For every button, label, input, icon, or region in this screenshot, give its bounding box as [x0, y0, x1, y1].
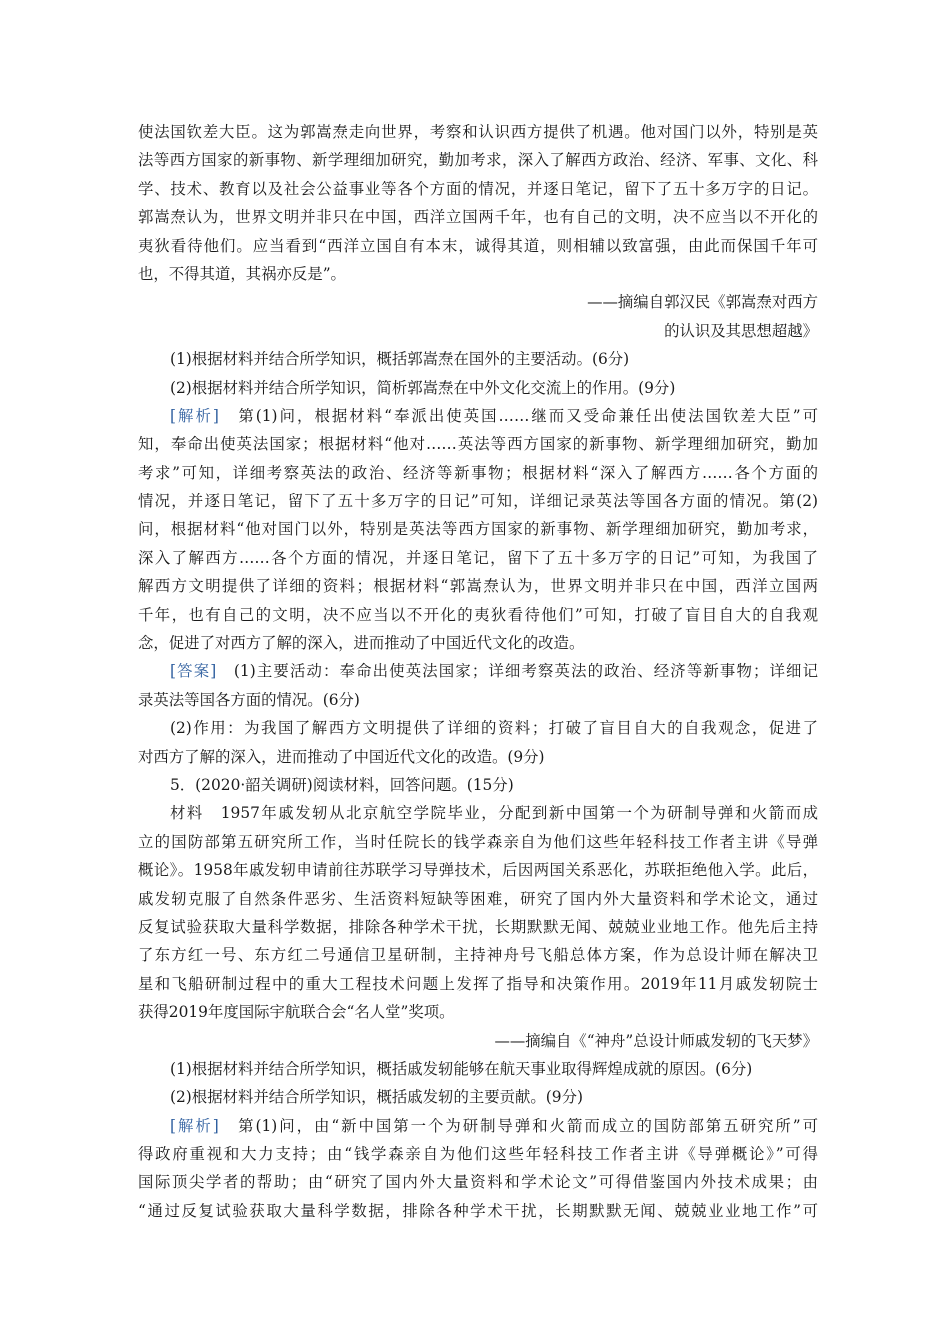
- question-4-sub-2: (2)根据材料并结合所学知识，简析郭嵩焘在中外文化交流上的作用。(9分): [170, 378, 676, 397]
- question-5-material-line: 立的国防部第五研究所工作，当时任院长的钱学森亲自为他们这些年轻科技工作者主讲《导弹: [138, 832, 818, 851]
- answer-4-line: 录英法等国各方面的情况。(6分): [138, 690, 360, 709]
- analysis-text: 第(1)问，根据材料“奉派出使英国……继而又受命兼任出使法国钦差大臣”可: [218, 406, 818, 425]
- question-5-material-line: 星和飞船研制过程中的重大工程技术问题上发挥了指导和决策作用。2019年11月戚发轫院士: [138, 974, 818, 993]
- analysis-4-line: 念，促进了对西方了解的深入，进而推动了中国近代文化的改造。: [138, 634, 585, 653]
- analysis-text: 第(1)问，由“新中国第一个为研制导弹和火箭而成立的国防部第五研究所”可: [218, 1116, 818, 1135]
- analysis-5-line: 国际顶尖学者的帮助；由“研究了国内外大量资料和学术论文”可得借鉴国内外技术成果；由: [138, 1173, 818, 1192]
- answer-4-first-line: [138, 657, 818, 685]
- question-5-material-line: 反复试验获取大量科学数据，排除各种学术干扰，长期默默无闻、兢兢业业地工作。他先后主持: [138, 917, 818, 936]
- analysis-5-first-line: [138, 1112, 818, 1140]
- analysis-4-line: 知，奉命出使英法国家；根据材料“他对……英法等西方国家的新事物、新学理细加研究，勤加: [138, 435, 818, 454]
- material-text-line: 使法国钦差大臣。这为郭嵩焘走向世界，考察和认识西方提供了机遇。他对国门以外，特别是英: [138, 123, 818, 141]
- analysis-5-line: “通过反复试验获取大量科学数据，排除各种学术干扰，长期默默无闻、兢兢业业地工作”可: [138, 1201, 818, 1220]
- answer-4-line: (2)作用：为我国了解西方文明提供了详细的资料；打破了盲目自大的自我观念，促进了: [170, 719, 818, 738]
- analysis-4-line: 问，根据材料“他对国门以外，特别是英法等西方国家的新事物、新学理细加研究，勤加考求，: [138, 520, 818, 539]
- analysis-tag: [解析]: [170, 1116, 219, 1135]
- material-text-line: 也，不得其道，其祸亦反是”。: [138, 264, 346, 283]
- question-4-sub-1: (1)根据材料并结合所学知识，概括郭嵩焘在国外的主要活动。(6分): [170, 350, 630, 369]
- answer-tag: [答案]: [170, 662, 217, 681]
- analysis-4-line: 解西方文明提供了详细的资料；根据材料“郭嵩焘认为，世界文明并非只在中国，西洋立国两: [138, 577, 818, 596]
- material-source: ——摘编自郭汉民《郭嵩焘对西方: [587, 293, 818, 312]
- question-5-title: 5．(2020·韶关调研)阅读材料，回答问题。(15分): [170, 775, 514, 794]
- analysis-4-line: 深入了解西方……各个方面的情况，并逐日笔记，留下了五十多万字的日记”可知，为我国了: [138, 548, 818, 567]
- material-text-line: 夷狄看待他们。应当看到“西洋立国自有本末，诚得其道，则相辅以致富强，由此而保国千年可: [138, 236, 818, 255]
- material-text-line: 学、技术、教育以及社会公益事业等各个方面的情况，并逐日笔记，留下了五十多万字的日记。: [138, 179, 818, 198]
- analysis-4-line: 情况，并逐日笔记，留下了五十多万字的日记”可知，详细记录英法等国各方面的情况。第(2): [138, 492, 818, 511]
- analysis-tag: [解析]: [170, 406, 219, 425]
- material-source: 的认识及其思想超越》: [664, 321, 818, 340]
- question-5-material-line: 概论》。1958年戚发轫申请前往苏联学习导弹技术，后因两国关系恶化，苏联拒绝他入学。此后，: [138, 861, 818, 880]
- question-5-material-line: 获得2019年度国际宇航联合会“名人堂”奖项。: [138, 1003, 455, 1022]
- analysis-4-line: 千年，也有自己的文明，决不应当以不开化的夷狄看待他们”可知，打破了盲目自大的自我观: [138, 605, 818, 624]
- question-5-sub-1: (1)根据材料并结合所学知识，概括戚发轫能够在航天事业取得辉煌成就的原因。(6分): [170, 1059, 753, 1078]
- analysis-5-line: 得政府重视和大力支持；由“钱学森亲自为他们这些年轻科技工作者主讲《导弹概论》”可得: [138, 1145, 818, 1164]
- question-5-material-line: 了东方红一号、东方红二号通信卫星研制，主持神舟号飞船总体方案，作为总设计师在解决卫: [138, 946, 818, 965]
- question-5-material-line: 材料 1957年戚发轫从北京航空学院毕业，分配到新中国第一个为研制导弹和火箭而成: [170, 804, 818, 823]
- answer-text: (1)主要活动：奉命出使英法国家；详细考察英法的政治、经济等新事物；详细记: [216, 662, 818, 681]
- question-5-sub-2: (2)根据材料并结合所学知识，概括戚发轫的主要贡献。(9分): [170, 1088, 583, 1107]
- question-5-material-line: 戚发轫克服了自然条件恶劣、生活资料短缺等困难，研究了国内外大量资料和学术论文，通过: [138, 889, 818, 908]
- material-text-line: 郭嵩焘认为，世界文明并非只在中国，西洋立国两千年，也有自己的文明，决不应当以不开化的: [138, 208, 818, 227]
- material-text-line: 法等西方国家的新事物、新学理细加研究，勤加考求，深入了解西方政治、经济、军事、文化、科: [138, 151, 818, 170]
- document-page: [138, 118, 818, 1225]
- answer-4-line: 对西方了解的深入，进而推动了中国近代文化的改造。(9分): [138, 747, 545, 766]
- analysis-4-first-line: [138, 402, 818, 430]
- analysis-4-line: 考求”可知，详细考察英法的政治、经济等新事物；根据材料“深入了解西方……各个方面的: [138, 463, 818, 482]
- material-source: ——摘编自《“神舟”总设计师戚发轫的飞天梦》: [494, 1031, 818, 1050]
